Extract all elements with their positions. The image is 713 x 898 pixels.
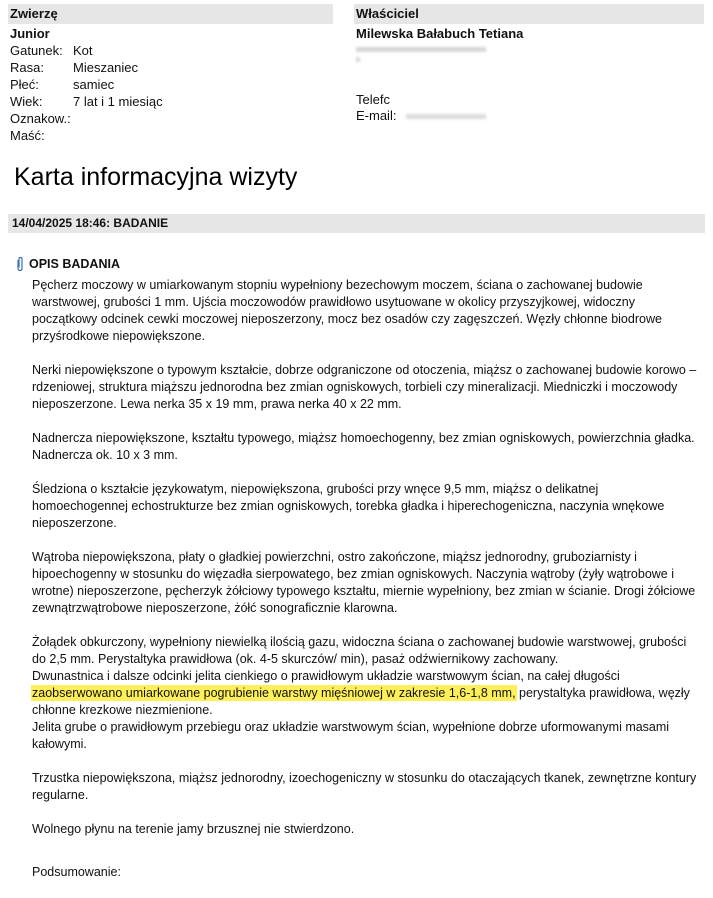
section-title: OPIS BADANIA	[29, 257, 120, 271]
owner-panel	[354, 4, 704, 124]
header-info	[8, 4, 708, 144]
paragraph-pancreas: Trzustka niepowiększona, miąższ jednorodny, izoechogeniczny w stosunku do otaczających tkanek, zewnętrzne kontury regularne.	[32, 771, 697, 802]
paragraph-kidneys: Nerki niepowiększone o typowym kształcie, dobrze odgraniczone od otoczenia, miąższ o zachowanej budowie korowo – rdzeniowej, struktura miąższu jednorodna bez zmian ogniskowych, torbieli czy mineralizacji. Miedniczki i moczowody nieposzerzone. Lewa nerka 35 x 19 mm, prawa nerka 40 x 22 mm.	[32, 363, 697, 411]
summary-label: Podsumowanie:	[32, 865, 121, 879]
owner-city-redacted	[356, 57, 704, 67]
owner-address-redacted	[356, 47, 704, 57]
paragraph-free-fluid: Wolnego płynu na terenie jamy brzusznej nie stwierdzono.	[32, 822, 355, 836]
field-species: Gatunek: Kot	[10, 43, 93, 58]
document-title: Karta informacyjna wizyty	[14, 163, 298, 191]
field-breed: Rasa: Mieszaniec	[10, 60, 139, 75]
owner-name: Milewska Bałabuch Tetiana	[356, 26, 524, 41]
paragraph-bladder: Pęcherz moczowy w umiarkowanym stopniu wypełniony bezechowym moczem, ściana o zachowanej budowie warstwowej, grubości 1 mm. Ujścia moczowodów prawidłowo usytuowane w okolicy przyszyjkowej, widoczny początkowy odcinek cewki moczowej nieposzerzony, mocz bez osadów czy zagęszczeń. Węzły chłonne biodrowe przyśrodkowe niepowiększone.	[32, 278, 662, 343]
patient-name: Junior	[10, 26, 50, 41]
paperclip-icon	[14, 256, 26, 272]
patient-panel	[8, 4, 333, 144]
field-color: Maść:	[10, 128, 45, 143]
owner-email-redacted	[406, 114, 486, 119]
exam-description	[32, 277, 697, 898]
owner-email-row	[354, 108, 704, 124]
owner-email-label: E-mail:	[356, 108, 397, 123]
patient-section-title: Zwierzę	[8, 4, 333, 24]
paragraph-adrenals: Nadnercza niepowiększone, kształtu typowego, miąższ homoechogenny, bez zmian ogniskowych, powierzchnia gładka. Nadnercza ok. 10 x 3 mm.	[32, 431, 695, 462]
paragraph-gastrointestinal: Żołądek obkurczony, wypełniony niewielką ilością gazu, widoczna ściana o zachowanej budowie warstwowej, grubości do 2,5 mm. Perystaltyka prawidłowa (ok. 4-5 skurczów/ min), pasaż odźwiernikowy zachowany. Dwunastnica i dalsze odcinki jelita cienkiego o prawidłowym układzie warstwowym ścian, na całej długości zaobserwowano umiarkowane pogrubienie warstwy mięśniowej w zakresie 1,6-1,8 mm, perystaltyka prawidłowa, węzły chłonne krezkowe niezmienione. Jelita grube o prawidłowym przebiegu oraz układzie warstwowym ścian, wypełnione dobrze uformowanymi masami kałowymi.	[32, 635, 690, 751]
highlighted-finding: zaobserwowano umiarkowane pogrubienie warstwy mięśniowej w zakresie 1,6-1,8 mm,	[32, 686, 516, 700]
field-age: Wiek: 7 lat i 1 miesiąc	[10, 94, 163, 109]
field-marking: Oznakow.:	[10, 111, 71, 126]
visit-header: 14/04/2025 18:46: BADANIE	[8, 214, 705, 233]
owner-section-title: Właściciel	[354, 4, 704, 24]
section-heading	[14, 256, 120, 272]
paragraph-liver: Wątroba niepowiększona, płaty o gładkiej powierzchni, ostro zakończone, miąższ jednorodny, gruboziarnisty i hipoechogenny w stosunku do więzadła sierpowatego, bez zmian ogniskowych. Naczynia wątroby (żyły wątrobowe i wrotne) nieposzerzone, pęcherzyk żółciowy typowego kształtu, miernie wypełniony, bez zmian w ścianie. Drogi żółciowe zewnątrzwątrobowe nieposzerzone, żółć sonograficznie klarowna.	[32, 550, 696, 615]
field-sex: Płeć: samiec	[10, 77, 115, 92]
paragraph-spleen: Śledziona o kształcie językowatym, niepowiększona, grubości przy wnęce 9,5 mm, miąższ o delikatnej homoechogennej echostrukturze bez zmian ogniskowych, torebka gładka i hiperechogeniczna, naczynia wnękowe nieposzerzone.	[32, 482, 665, 530]
owner-phone-label: Telefc	[356, 92, 390, 107]
